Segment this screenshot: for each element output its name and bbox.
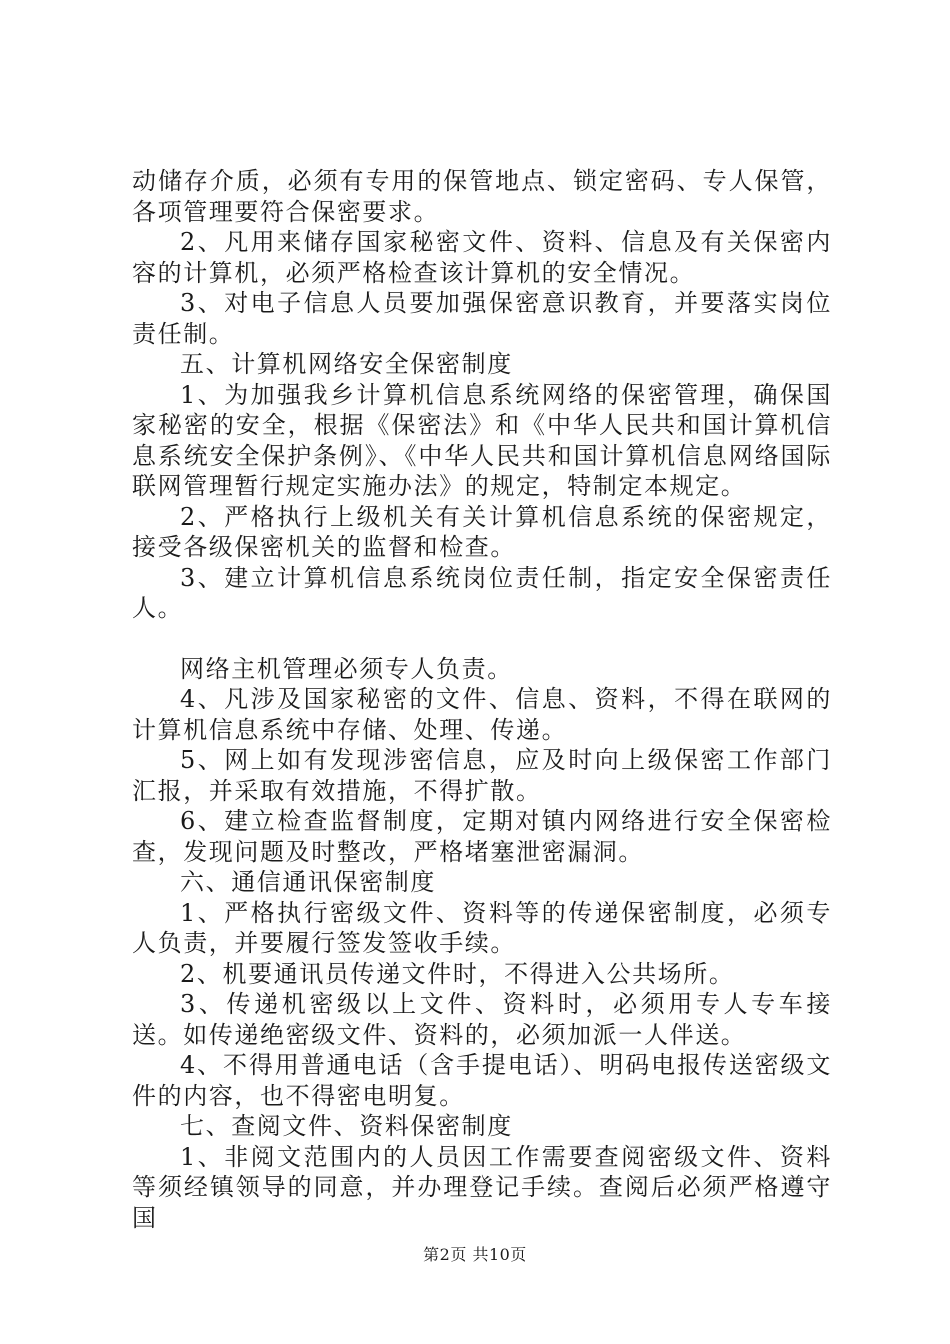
paragraph: 六、通信通讯保密制度 [180,868,436,896]
paragraph: 2、凡用来储存国家秘密文件、资料、信息及有关保密内容的计算机，必须严格检查该计算机的安全情况。 [132,228,832,287]
paragraph: 五、计算机网络安全保密制度 [180,350,513,378]
paragraph: 3、建立计算机信息系统岗位责任制，指定安全保密责任人。 [132,563,832,622]
paragraph: 6、建立检查监督制度，定期对镇内网络进行安全保密检查，发现问题及时整改，严格堵塞泄密漏洞。 [132,807,832,866]
paragraph: 3、传递机密级以上文件、资料时，必须用专人专车接送。如传递绝密级文件、资料的，必须加派一人伴送。 [132,990,832,1049]
paragraph: 3、对电子信息人员要加强保密意识教育，并要落实岗位责任制。 [132,289,832,348]
paragraph: 4、凡涉及国家秘密的文件、信息、资料，不得在联网的计算机信息系统中存储、处理、传递。 [132,685,832,744]
paragraph: 1、非阅文范围内的人员因工作需要查阅密级文件、资料等须经镇领导的同意，并办理登记手续。查阅后必须严格遵守国 [132,1142,832,1232]
paragraph: 动储存介质，必须有专用的保管地点、锁定密码、专人保管，各项管理要符合保密要求。 [132,167,832,226]
paragraph: 2、机要通讯员传递文件时，不得进入公共场所。 [180,959,735,988]
page-footer: 第2页 共10页 [423,1245,527,1264]
paragraph: 4、不得用普通电话（含手提电话）、明码电报传送密级文件的内容，也不得密电明复。 [132,1051,832,1110]
paragraph: 七、查阅文件、资料保密制度 [180,1112,513,1140]
document-body [132,166,832,1233]
paragraph-gap [132,624,832,654]
paragraph: 网络主机管理必须专人负责。 [180,654,513,683]
paragraph: 2、严格执行上级机关有关计算机信息系统的保密规定，接受各级保密机关的监督和检查。 [132,502,832,561]
paragraph: 1、为加强我乡计算机信息系统网络的保密管理，确保国家秘密的安全，根据《保密法》和《中华人民共和国计算机信息系统安全保护条例》、《中华人民共和国计算机信息网络国际联网管理暂行规定实施办法》的规定，特制定本规定。 [132,380,832,500]
paragraph: 5、网上如有发现涉密信息，应及时向上级保密工作部门汇报，并采取有效措施，不得扩散。 [132,746,832,805]
paragraph: 1、严格执行密级文件、资料等的传递保密制度，必须专人负责，并要履行签发签收手续。 [132,898,832,957]
